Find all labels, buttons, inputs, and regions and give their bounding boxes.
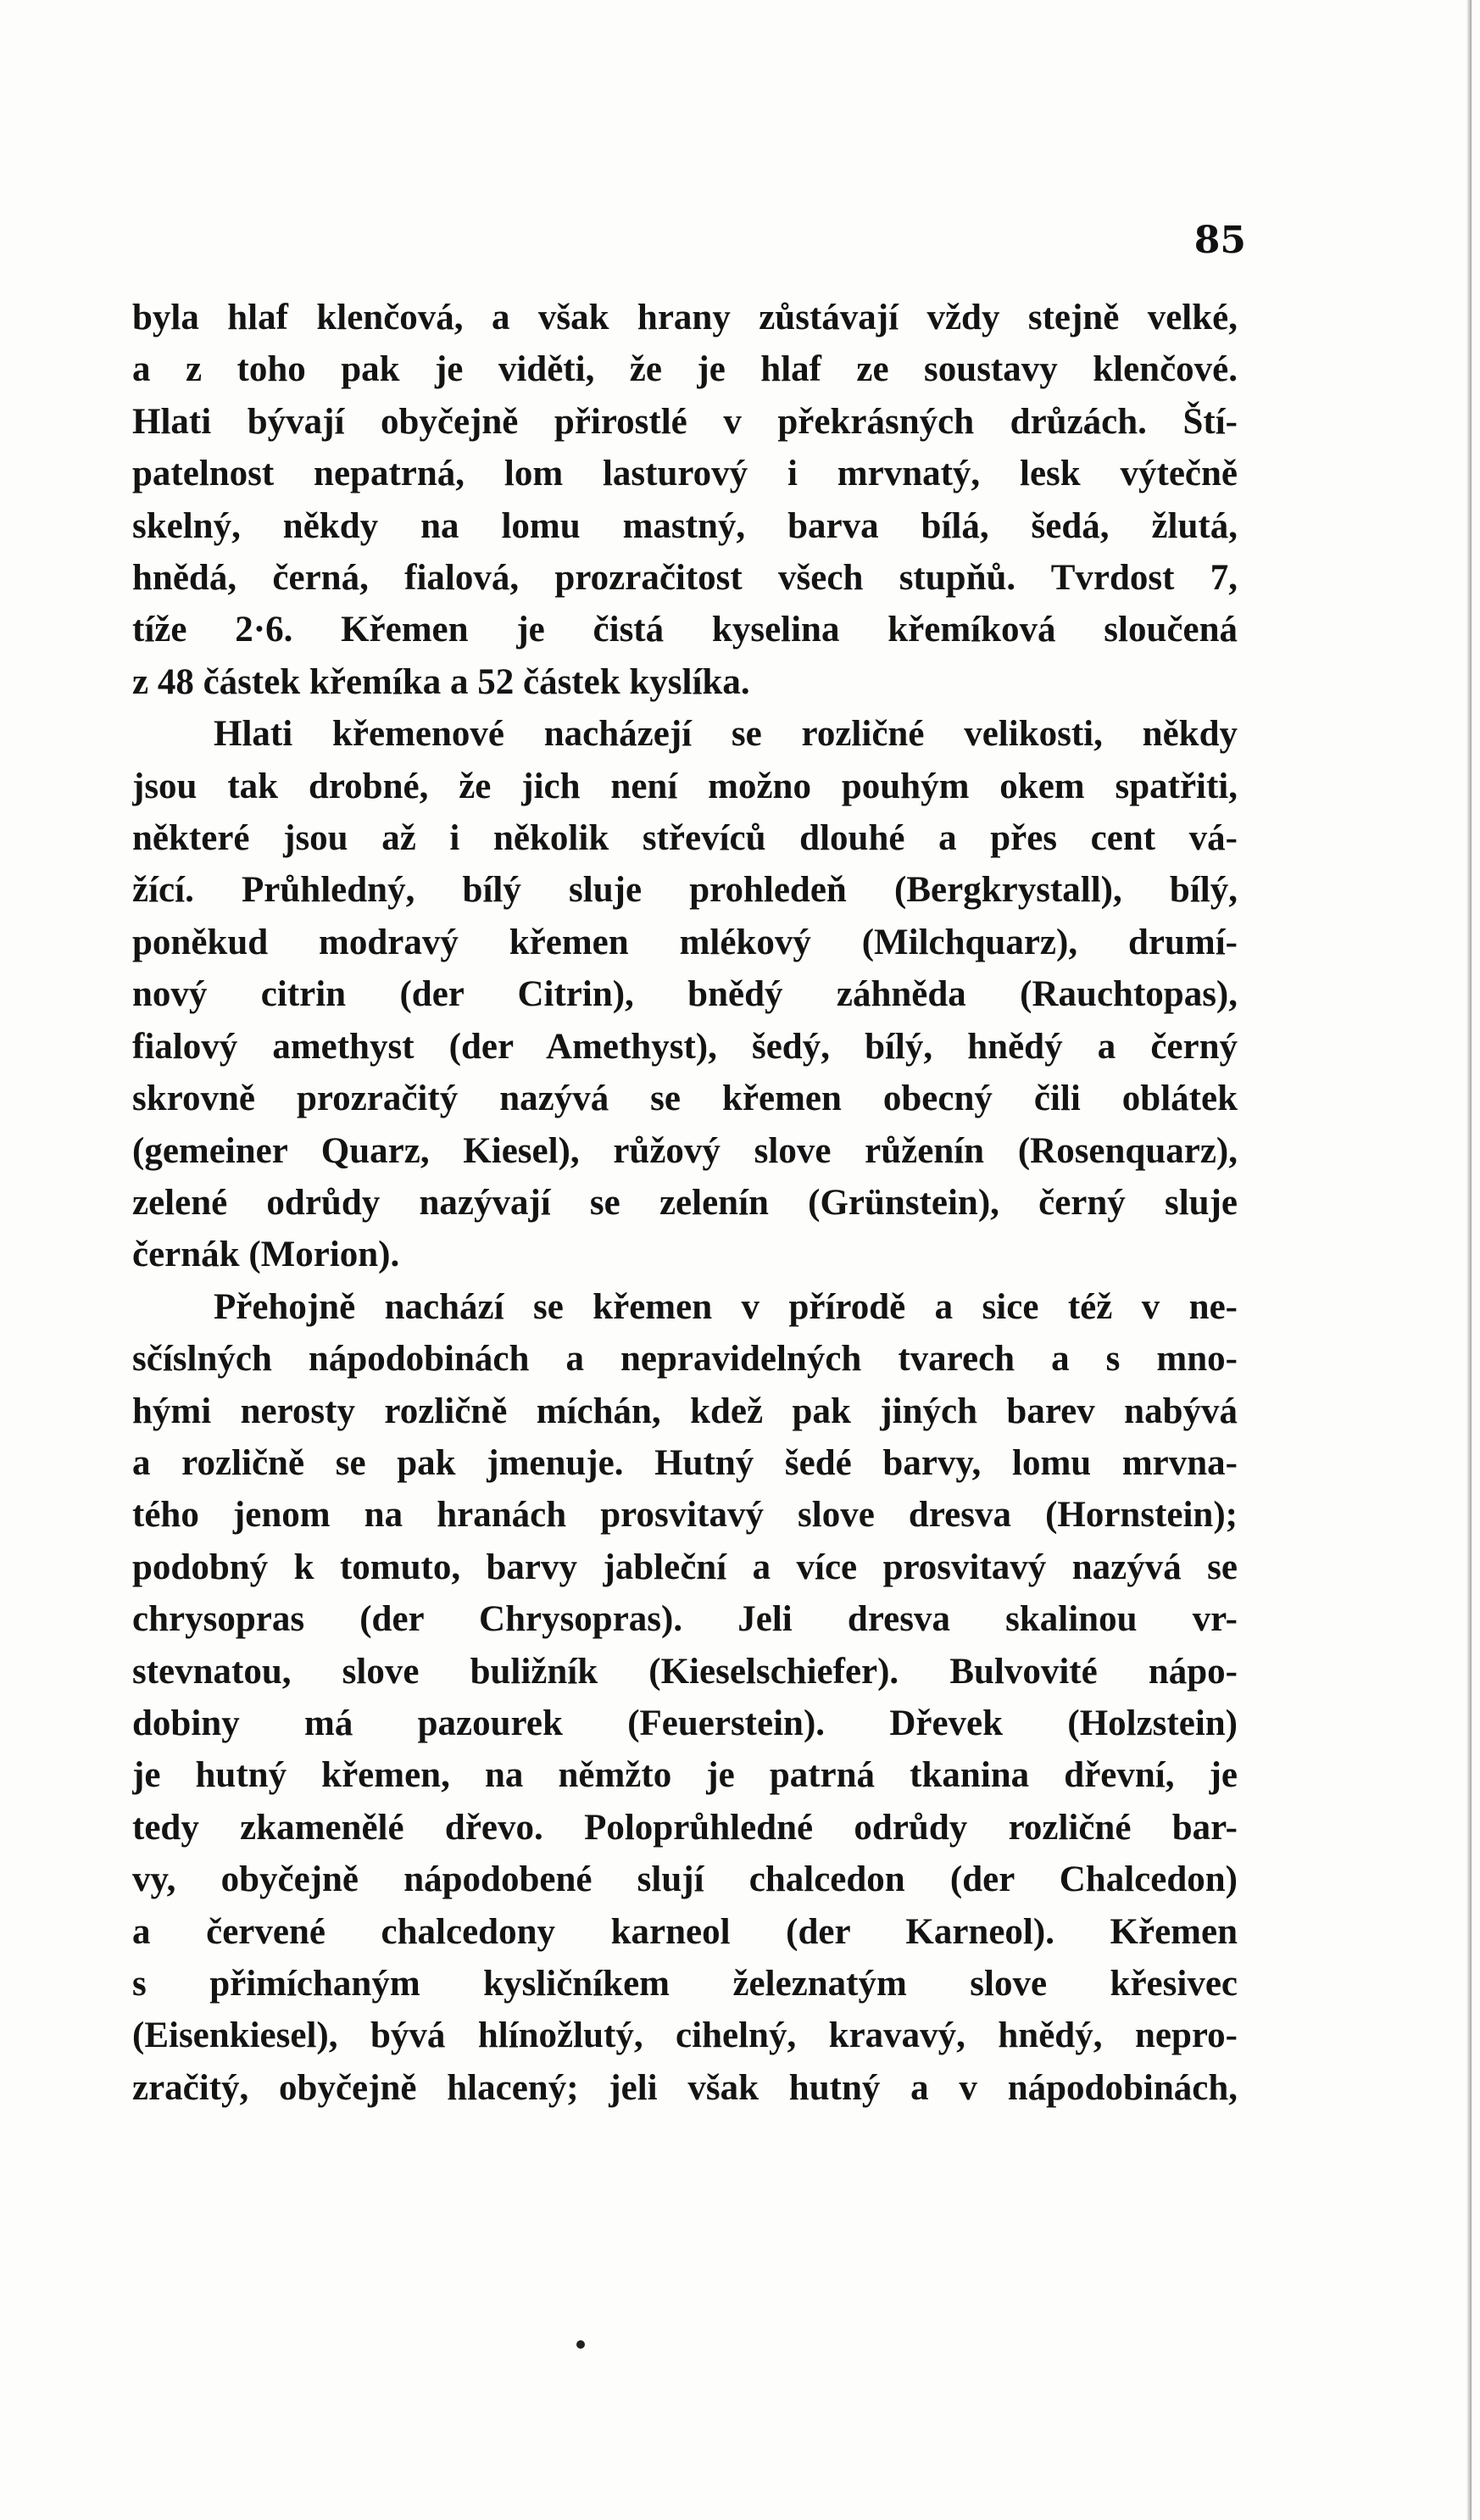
text-line: hnědá, černá, fialová, prozračitost všech stupňů. Tvrdost 7, — [132, 558, 1238, 599]
paragraph-3 — [132, 1281, 1238, 2115]
body-text — [132, 292, 1238, 2114]
text-line: nový citrin (der Citrin), bnědý záhněda (Rauchtopas), — [132, 974, 1238, 1015]
text-line: vy, obyčejně nápodobené slují chalcedon (der Chalcedon) — [132, 1859, 1238, 1900]
paragraph-1 — [132, 292, 1238, 708]
text-line: (gemeiner Quarz, Kiesel), růžový slove růženín (Rosenquarz), — [132, 1130, 1238, 1171]
text-line: dobiny má pazourek (Feuerstein). Dřevek (Holzstein) — [132, 1703, 1238, 1743]
text-line: skrovně prozračitý nazývá se křemen obecný čili oblátek — [132, 1079, 1238, 1119]
text-line: tedy zkamenělé dřevo. Poloprůhledné odrůdy rozličné bar- — [132, 1807, 1238, 1848]
text-line: podobný k tomuto, barvy jableční a více prosvitavý nazývá se — [132, 1547, 1238, 1587]
text-line: hými nerosty rozličně míchán, kdež pak jiných barev nabývá — [132, 1391, 1238, 1431]
text-line: (Eisenkiesel), bývá hlínožlutý, cihelný, kravavý, hnědý, nepro- — [132, 2015, 1238, 2056]
text-line: tíže 2·6. Křemen je čistá kyselina křemíková sloučená — [132, 610, 1238, 650]
text-line: Přehojně nachází se křemen v přírodě a sice též v ne- — [214, 1286, 1238, 1327]
text-line: fialový amethyst (der Amethyst), šedý, bílý, hnědý a černý — [132, 1026, 1238, 1067]
text-line: zelené odrůdy nazývají se zelenín (Grünstein), černý sluje — [132, 1182, 1238, 1223]
text-line: byla hlaf klenčová, a však hrany zůstávají vždy stejně velké, — [132, 298, 1238, 337]
text-line: tého jenom na hranách prosvitavý slove dresva (Hornstein); — [132, 1495, 1238, 1536]
text-line: patelnost nepatrná, lom lasturový i mrvnatý, lesk výtečně — [132, 454, 1238, 494]
text-line: některé jsou až i několik střevíců dlouhé a přes cent vá- — [132, 818, 1238, 859]
text-line: žící. Průhledný, bílý sluje prohledeň (Bergkrystall), bílý, — [132, 870, 1238, 911]
text-line: Hlati křemenové nacházejí se rozličné velikosti, někdy — [214, 714, 1238, 755]
text-line: zračitý, obyčejně hlacený; jeli však hutný a v nápodobinách, — [132, 2067, 1238, 2108]
text-line: je hutný křemen, na němžto je patrná tkanina dřevní, je — [132, 1755, 1238, 1796]
text-line: skelný, někdy na lomu mastný, barva bílá, šedá, žlutá, — [132, 505, 1238, 546]
text-line: a červené chalcedony karneol (der Karneol). Křemen — [132, 1911, 1238, 1952]
page-number: 85 — [1193, 219, 1246, 262]
text-line: a rozličně se pak jmenuje. Hutný šedé barvy, lomu mrvna- — [132, 1442, 1238, 1483]
ink-speck — [576, 2340, 585, 2349]
text-line: jsou tak drobné, že jich není možno pouhým okem spatřiti, — [132, 766, 1238, 806]
text-line: Hlati bývají obyčejně přirostlé v překrásných drůzách. Ští- — [132, 401, 1238, 442]
text-line: a z toho pak je viděti, že je hlaf ze soustavy klenčové. — [132, 349, 1238, 390]
text-line: chrysopras (der Chrysopras). Jeli dresva skalinou vr- — [132, 1599, 1238, 1640]
text-line: sčíslných nápodobinách a nepravidelných tvarech a s mno- — [132, 1339, 1238, 1380]
text-line: černák (Morion). — [132, 1235, 400, 1275]
text-line: z 48 částek křemíka a 52 částek kyslíka. — [132, 661, 750, 702]
text-line: poněkud modravý křemen mlékový (Milchquarz), drumí- — [132, 922, 1238, 962]
text-line: s přimíchaným kysličníkem železnatým slove křesivec — [132, 1964, 1238, 2004]
text-line: stevnatou, slove buližník (Kieselschiefer). Bulvovité nápo- — [132, 1651, 1238, 1692]
paragraph-2 — [132, 708, 1238, 1280]
